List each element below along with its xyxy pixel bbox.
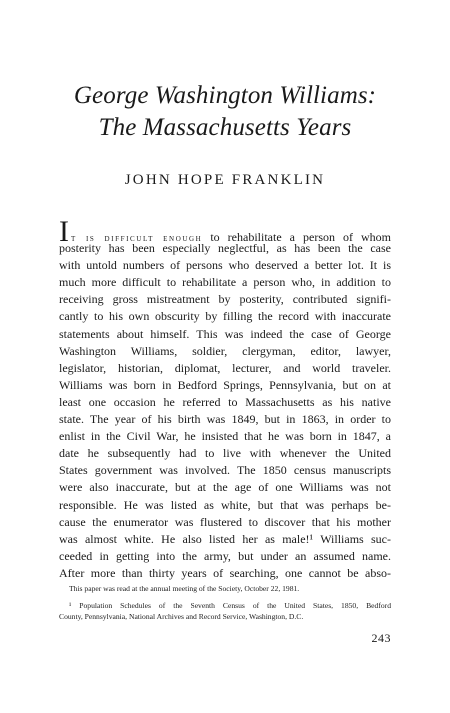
drop-cap: I bbox=[59, 215, 69, 248]
body-line: responsible. He was listed as white, but that was perhaps be- bbox=[59, 497, 391, 512]
lead-in-small-caps: t is difficult enough bbox=[71, 233, 203, 244]
body-line: legislator, historian, diplomat, lecturer, and world traveler. bbox=[59, 360, 391, 375]
body-line: receiving gross mistreatment by posterity, contributed signifi- bbox=[59, 292, 391, 307]
body-line: date he subsequently had to live with whenever the United bbox=[59, 446, 391, 461]
body-line-1 bbox=[59, 215, 391, 248]
first-line-text: to rehabilitate a person of whom bbox=[202, 230, 391, 244]
body-line: much more difficult to rehabilitate a person who, in addition to bbox=[59, 275, 391, 290]
article-title bbox=[0, 80, 450, 144]
body-line: state. The year of his birth was 1849, but in 1863, in order to bbox=[59, 412, 391, 427]
body-line: statements about himself. This was indeed the case of George bbox=[59, 326, 391, 341]
body-line: After more than thirty years of searching, one cannot be abso- bbox=[59, 565, 391, 580]
body-line: ceeded in getting into the army, but under an assumed name. bbox=[59, 548, 391, 563]
footnotes bbox=[59, 583, 391, 622]
author-name: JOHN HOPE FRANKLIN bbox=[124, 172, 326, 188]
body-line: cantly to his own obscurity by filling the record with inaccurate bbox=[59, 309, 391, 324]
body-line: States government was involved. The 1850 census manuscripts bbox=[59, 463, 391, 478]
footnote-1-line-1: ¹ Population Schedules of the Seventh Census of the United States, 1850, Bedford bbox=[69, 601, 391, 610]
body-line: Washington Williams, soldier, clergyman, editor, lawyer, bbox=[59, 343, 391, 358]
article-title-line-1: George Washington Williams: bbox=[73, 82, 377, 109]
body-line: were also inaccurate, but at the age of one Williams was not bbox=[59, 480, 391, 495]
body-line: with untold numbers of persons who deserved a better lot. It is bbox=[59, 258, 391, 273]
footnote-read-at: This paper was read at the annual meeting of the Society, October 22, 1981. bbox=[69, 584, 300, 593]
body-line: cause the enumerator was flustered to discover that his mother bbox=[59, 514, 391, 529]
body-line: enlist in the Civil War, he insisted that he was born in 1847, a bbox=[59, 429, 391, 444]
page-number: 243 bbox=[371, 631, 391, 645]
body-line: least one occasion he referred to Massachusetts as his native bbox=[59, 394, 391, 409]
footnote-1-line-2: County, Pennsylvania, National Archives and Record Service, Washington, D.C. bbox=[59, 612, 304, 621]
body-line: Williams was born in Bedford Springs, Pennsylvania, but on at bbox=[59, 377, 391, 392]
body-paragraph bbox=[59, 215, 391, 582]
body-line: posterity has been especially neglectful, as has been the case bbox=[59, 241, 391, 256]
article-title-line-2: The Massachusetts Years bbox=[98, 114, 352, 141]
body-line: was almost white. He also listed her as male!¹ Williams suc- bbox=[59, 531, 391, 546]
